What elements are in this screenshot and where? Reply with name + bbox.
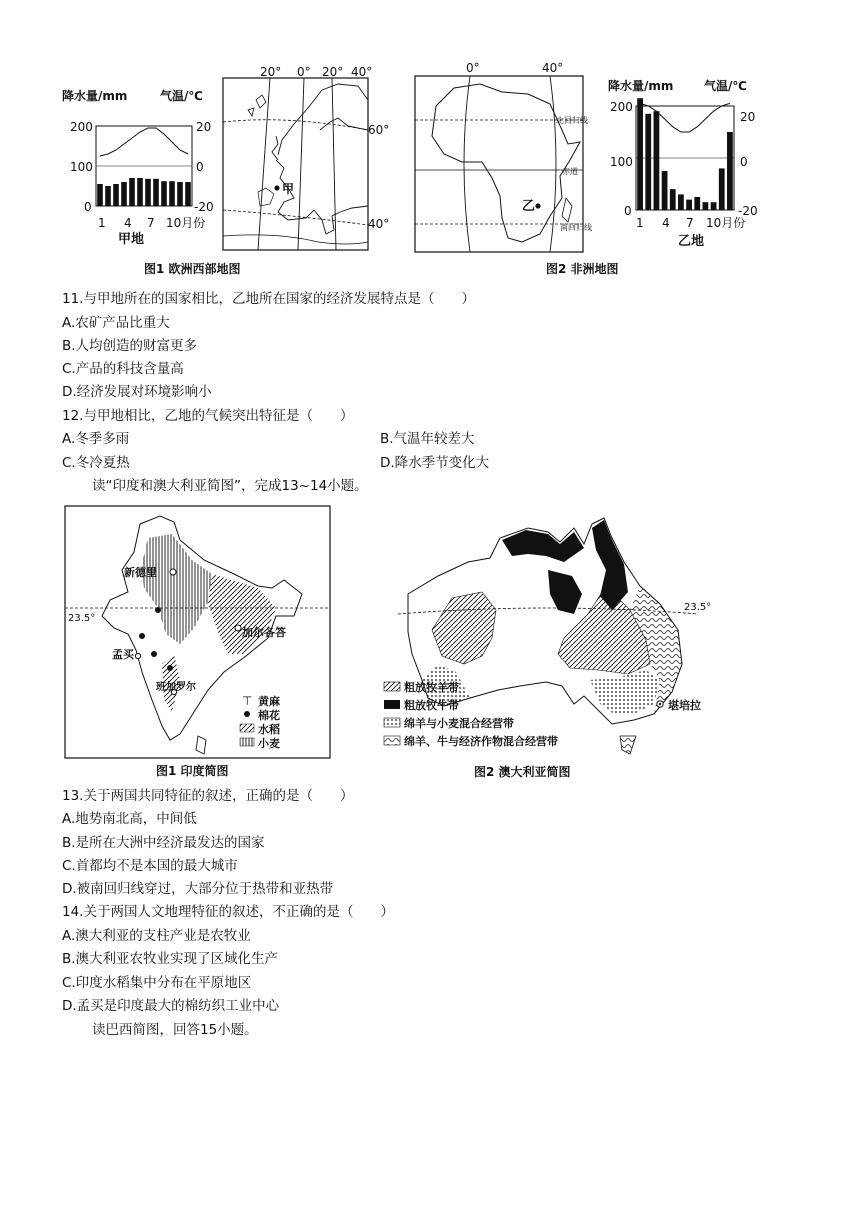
- precip-bar: [121, 182, 127, 206]
- temp-tick: 0: [196, 160, 204, 174]
- city-mumbai: 孟买: [112, 648, 134, 661]
- q13-option-d: D.被南回归线穿过，大部分位于热带和亚热带: [62, 881, 334, 897]
- q11-option-d: D.经济发展对环境影响小: [62, 384, 212, 400]
- q12-option-c: C.冬冷夏热: [62, 455, 130, 471]
- legend-cattle: 粗放牧牛带: [404, 699, 459, 712]
- city-bangalore: 班加罗尔: [156, 682, 196, 693]
- precip-bar: [161, 181, 167, 206]
- precip-axis-label: 降水量/mm: [62, 89, 128, 103]
- india-map: [62, 504, 334, 784]
- climate-chart-jia: [60, 70, 225, 250]
- lon-label: 0°: [466, 61, 480, 75]
- precip-bar: [645, 114, 651, 210]
- precip-bar: [719, 168, 725, 210]
- lat-label: 23.5°: [68, 613, 96, 624]
- month-tick: 1: [98, 216, 106, 230]
- q14-option-b: B.澳大利亚农牧业实现了区域化生产: [62, 951, 279, 967]
- precip-bar: [129, 178, 135, 206]
- place-label-yi: 乙: [522, 199, 536, 214]
- month-tick: 10月份: [706, 216, 746, 230]
- legend-sheep: 粗放牧羊带: [404, 681, 459, 694]
- temp-line: [100, 128, 188, 156]
- precip-tick: 0: [84, 200, 92, 214]
- temp-tick: 0: [740, 155, 748, 169]
- lat-label: 40°: [368, 217, 390, 231]
- intro-13-14: 读“印度和澳大利亚简图”，完成13~14小题。: [92, 478, 368, 494]
- precip-bar: [145, 179, 151, 206]
- temp-tick: -20: [194, 200, 214, 214]
- figure-caption: 图2 非洲地图: [546, 262, 619, 276]
- precip-tick: 200: [610, 100, 633, 114]
- precip-bar: [137, 178, 143, 206]
- place-label-jia: 甲: [282, 182, 295, 196]
- precip-bar: [678, 194, 684, 210]
- precip-bar: [105, 186, 111, 206]
- lon-label: 0°: [297, 65, 311, 79]
- q13-option-c: C.首都均不是本国的最大城市: [62, 858, 238, 874]
- precip-bar: [686, 200, 692, 210]
- precip-bar: [711, 202, 717, 210]
- legend-mixed: 绵羊、牛与经济作物混合经营带: [404, 735, 558, 748]
- precip-bar: [185, 182, 191, 206]
- month-tick: 10月份: [166, 216, 206, 230]
- temp-tick: 20: [740, 110, 756, 124]
- precip-bar: [654, 111, 660, 210]
- lat-label: 60°: [368, 123, 390, 137]
- legend-sheep-wheat: 绵羊与小麦混合经营带: [404, 717, 514, 730]
- figure-caption: 图2 澳大利亚简图: [474, 765, 571, 779]
- question-12-stem: 12.与甲地相比，乙地的气候突出特征是（ ）: [62, 408, 354, 424]
- temp-tick: 20: [196, 120, 212, 134]
- line-label: 北回归线: [556, 116, 588, 125]
- q12-option-a: A.冬季多雨: [62, 431, 130, 447]
- place-label: 乙地: [678, 234, 705, 249]
- temp-axis-label: 气温/℃: [160, 89, 203, 103]
- precip-tick: 0: [624, 204, 632, 218]
- question-11-stem: 11.与甲地所在的国家相比，乙地所在国家的经济发展特点是（ ）: [62, 291, 475, 307]
- svg-text:⊤: ⊤: [242, 694, 253, 708]
- q11-option-c: C.产品的科技含量高: [62, 361, 184, 377]
- precip-bar: [153, 179, 159, 206]
- q12-option-b: B.气温年较差大: [380, 431, 475, 447]
- precip-tick: 100: [610, 155, 633, 169]
- month-tick: 7: [686, 216, 694, 230]
- q11-option-a: A.农矿产品比重大: [62, 315, 170, 331]
- precip-bar: [694, 197, 700, 210]
- precip-bar: [637, 98, 643, 210]
- month-tick: 1: [636, 216, 644, 230]
- lon-label: 20°: [322, 65, 344, 79]
- place-label: 甲地: [118, 232, 145, 247]
- precip-bar: [703, 202, 709, 210]
- q13-option-b: B.是所在大洲中经济最发达的国家: [62, 835, 265, 851]
- intro-15: 读巴西简图，回答15小题。: [92, 1022, 258, 1038]
- lon-label: 40°: [542, 61, 564, 75]
- line-label: 赤道: [562, 167, 578, 176]
- precip-bar: [670, 189, 676, 210]
- q12-option-d: D.降水季节变化大: [380, 455, 490, 471]
- figure-caption: 图1 印度简图: [156, 764, 229, 778]
- figure-caption: 图1 欧洲西部地图: [144, 262, 241, 276]
- question-14-stem: 14.关于两国人文地理特征的叙述，不正确的是（ ）: [62, 904, 394, 920]
- climate-chart-yi: [606, 70, 771, 250]
- temp-tick: -20: [738, 204, 758, 218]
- precip-bar: [97, 184, 103, 206]
- lon-label: 20°: [260, 65, 282, 79]
- question-13-stem: 13.关于两国共同特征的叙述，正确的是（ ）: [62, 788, 354, 804]
- precip-bar: [113, 184, 119, 206]
- month-tick: 4: [662, 216, 670, 230]
- lat-label: 23.5°: [684, 602, 712, 613]
- legend-jute: 黄麻: [258, 695, 280, 708]
- legend-wheat: 小麦: [258, 737, 280, 750]
- precip-bar: [727, 132, 733, 210]
- city-canberra: 堪培拉: [668, 699, 701, 712]
- precip-tick: 100: [70, 160, 93, 174]
- month-tick: 4: [124, 216, 132, 230]
- precip-tick: 200: [70, 120, 93, 134]
- precip-bar: [662, 171, 668, 210]
- q14-option-c: C.印度水稻集中分布在平原地区: [62, 975, 252, 991]
- australia-map: [378, 514, 718, 786]
- legend-cotton: 棉花: [258, 709, 280, 722]
- month-tick: 7: [147, 216, 155, 230]
- africa-map: [410, 58, 619, 276]
- line-label: 南回归线: [560, 223, 592, 232]
- temp-axis-label: 气温/℃: [704, 79, 747, 93]
- precip-bar: [177, 182, 183, 206]
- precip-bar: [169, 181, 175, 206]
- q14-option-d: D.孟买是印度最大的棉纺织工业中心: [62, 998, 280, 1014]
- lon-label: 40°: [351, 65, 373, 79]
- legend-rice: 水稻: [258, 723, 280, 736]
- q11-option-b: B.人均创造的财富更多: [62, 338, 198, 354]
- precip-axis-label: 降水量/mm: [608, 79, 674, 93]
- q13-option-a: A.地势南北高，中间低: [62, 811, 197, 827]
- q14-option-a: A.澳大利亚的支柱产业是农牧业: [62, 928, 251, 944]
- city-new-delhi: 新德里: [124, 566, 157, 579]
- city-kolkata: 加尔各答: [242, 626, 286, 639]
